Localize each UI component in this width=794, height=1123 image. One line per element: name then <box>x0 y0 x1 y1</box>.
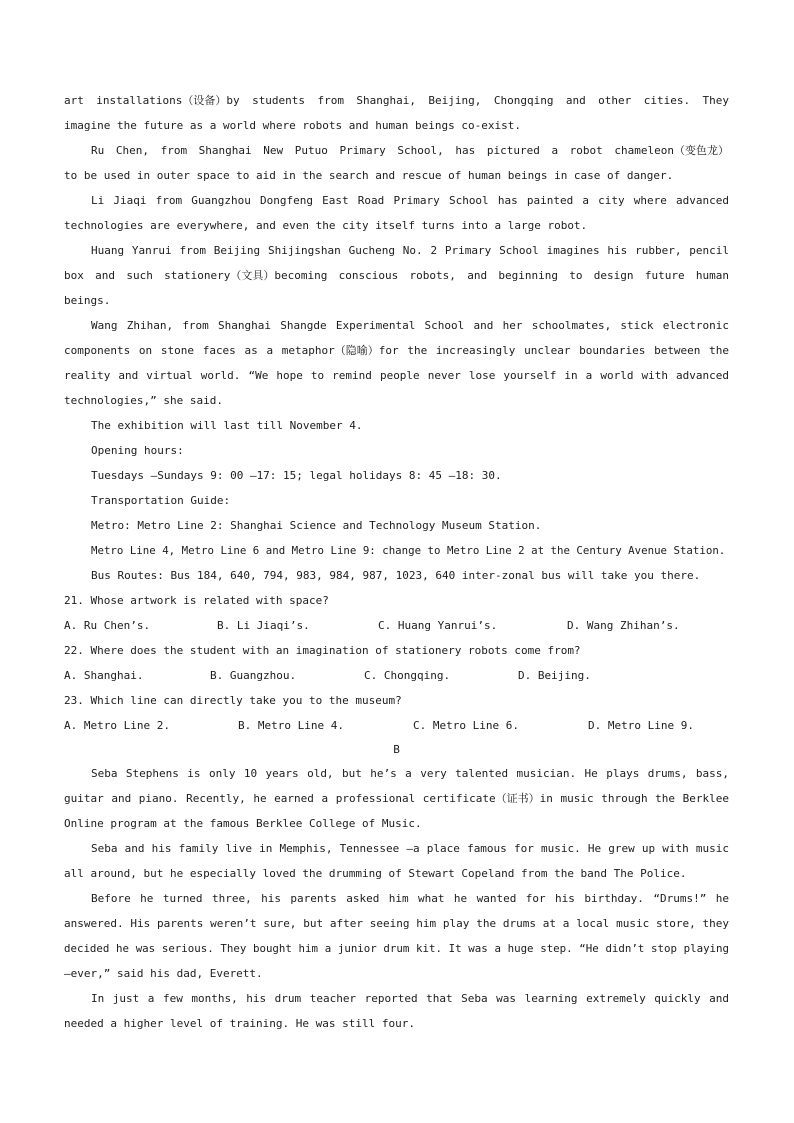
passage-a-line: imagine the future as a world where robots and human beings co-exist. <box>64 119 521 132</box>
passage-a-line: beings. <box>64 294 111 307</box>
passage-b-line: —ever,” said his dad, Everett. <box>64 967 263 980</box>
passage-a-line: technologies are everywhere, and even the city itself turns into a large robot. <box>64 219 588 232</box>
passage-b-line: In just a few months, his drum teacher reported that Seba was learning extremely quickly and <box>91 992 729 1005</box>
question-23-option-a: A. Metro Line 2. <box>64 719 170 732</box>
question-22-options <box>64 663 729 688</box>
passage-b-line: answered. His parents weren’t sure, but after seeing him play the drums at a local music store, they <box>64 917 729 930</box>
passage-b-line: Seba and his family live in Memphis, Tennessee —a place famous for music. He grew up with music <box>91 842 729 855</box>
passage-b-line: guitar and piano. Recently, he earned a professional certificate（证书）in music through the Berklee <box>64 792 729 805</box>
passage-b-line: Online program at the famous Berklee College of Music. <box>64 817 422 830</box>
question-21-option-d: D. Wang Zhihan’s. <box>567 619 680 632</box>
question-22-stem: 22. Where does the student with an imagination of stationery robots come from? <box>64 644 581 657</box>
document-text <box>64 88 729 1036</box>
passage-a-line: reality and virtual world. “We hope to remind people never lose yourself in a world with advanced <box>64 369 729 382</box>
question-22-option-d: D. Beijing. <box>518 669 591 682</box>
passage-a-line: Wang Zhihan, from Shanghai Shangde Experimental School and her schoolmates, stick electronic <box>91 319 729 332</box>
transportation-heading: Transportation Guide: <box>91 494 231 507</box>
passage-a-line: to be used in outer space to aid in the search and rescue of human beings in case of danger. <box>64 169 674 182</box>
question-21-option-a: A. Ru Chen’s. <box>64 619 151 632</box>
question-21-option-b: B. Li Jiaqi’s. <box>217 619 310 632</box>
passage-a-line: Li Jiaqi from Guangzhou Dongfeng East Road Primary School has painted a city where advanced <box>91 194 729 207</box>
question-23-option-b: B. Metro Line 4. <box>238 719 344 732</box>
passage-a-line: Ru Chen, from Shanghai New Putuo Primary School, has pictured a robot chameleon（变色龙） <box>91 144 729 157</box>
question-21-stem: 21. Whose artwork is related with space? <box>64 594 329 607</box>
question-22-option-a: A. Shanghai. <box>64 669 144 682</box>
exhibition-dates: The exhibition will last till November 4. <box>91 419 363 432</box>
question-21-option-c: C. Huang Yanrui’s. <box>378 619 498 632</box>
opening-hours-heading: Opening hours: <box>91 444 184 457</box>
bus-routes-info: Bus Routes: Bus 184, 640, 794, 983, 984, 987, 1023, 640 inter-zonal bus will take you there. <box>91 569 701 582</box>
passage-a-line: art installations（设备）by students from Shanghai, Beijing, Chongqing and other cities. They <box>64 94 729 107</box>
question-22-option-b: B. Guangzhou. <box>210 669 297 682</box>
passage-b-line: Before he turned three, his parents asked him what he wanted for his birthday. “Drums!” he <box>91 892 729 905</box>
passage-b-line: Seba Stephens is only 10 years old, but he’s a very talented musician. He plays drums, bass, <box>91 767 729 780</box>
passage-b-line: all around, but he especially loved the drumming of Stewart Copeland from the band The Police. <box>64 867 687 880</box>
section-b-label: B <box>393 743 400 756</box>
passage-a-line: Huang Yanrui from Beijing Shijingshan Gucheng No. 2 Primary School imagines his rubber, pencil <box>91 244 729 257</box>
question-22-option-c: C. Chongqing. <box>364 669 451 682</box>
question-23-option-c: C. Metro Line 6. <box>413 719 519 732</box>
opening-hours: Tuesdays —Sundays 9: 00 —17: 15; legal holidays 8: 45 —18: 30. <box>91 469 502 482</box>
metro-line-2-info: Metro: Metro Line 2: Shanghai Science and Technology Museum Station. <box>91 519 542 532</box>
passage-a-line: technologies,” she said. <box>64 394 223 407</box>
question-21-options <box>64 613 729 638</box>
passage-b-line: decided he was serious. They bought him a junior drum kit. It was a huge step. “He didn’t stop playing <box>64 942 729 955</box>
passage-a-line: components on stone faces as a metaphor（隐喻）for the increasingly unclear boundaries between the <box>64 344 729 357</box>
passage-a-line: box and such stationery（文具）becoming conscious robots, and beginning to design future human <box>64 269 729 282</box>
passage-b-line: needed a higher level of training. He was still four. <box>64 1017 415 1030</box>
question-23-options <box>64 713 729 738</box>
question-23-option-d: D. Metro Line 9. <box>588 719 694 732</box>
question-23-stem: 23. Which line can directly take you to the museum? <box>64 694 402 707</box>
metro-transfer-info: Metro Line 4, Metro Line 6 and Metro Line 9: change to Metro Line 2 at the Century Avenue Station. <box>91 544 726 557</box>
